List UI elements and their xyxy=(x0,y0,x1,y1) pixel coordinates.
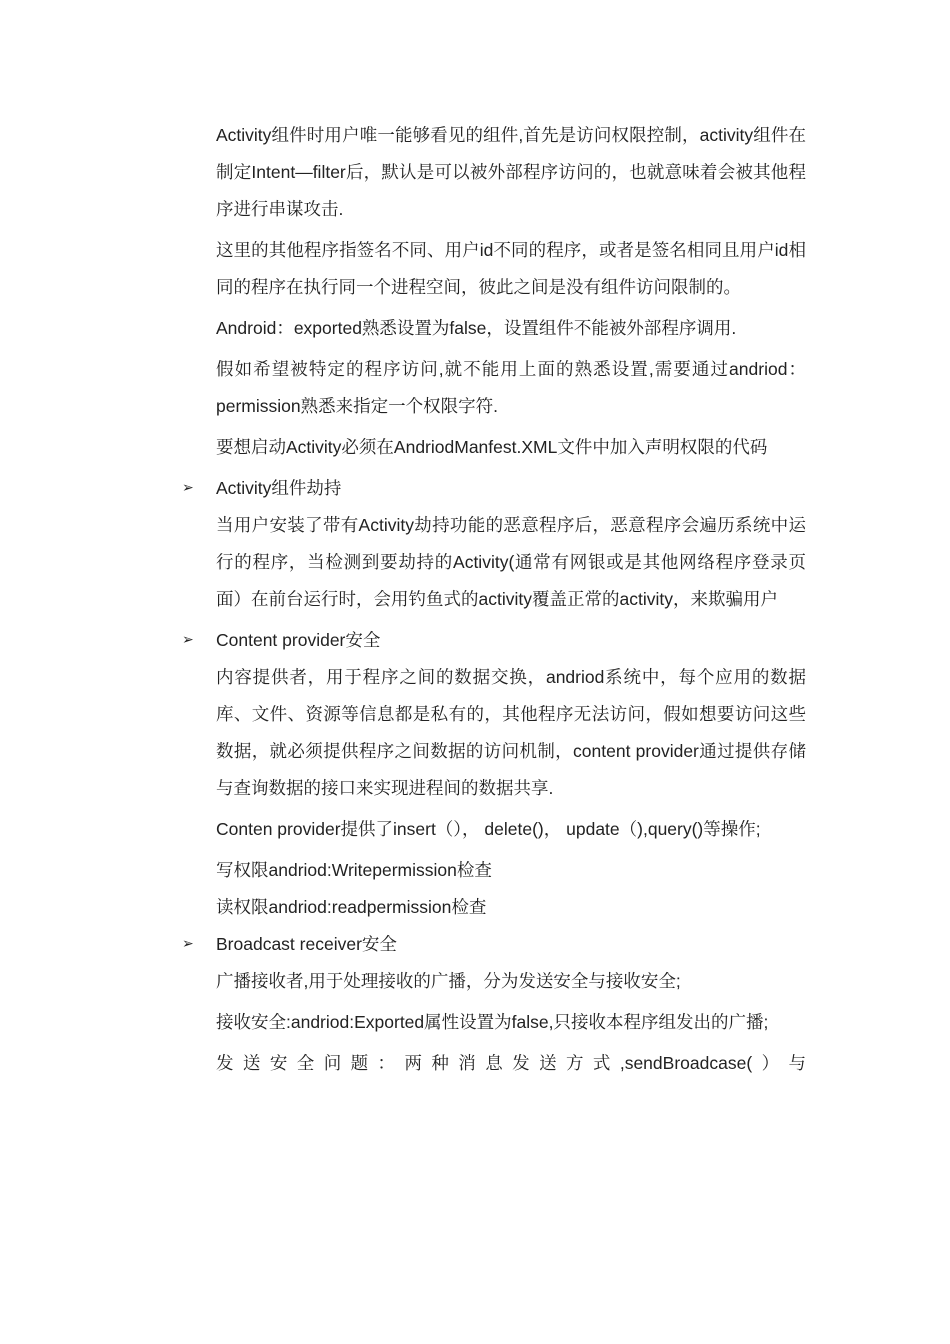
broadcast-paragraph-receive-security: 接收安全:andriod:Exported属性设置为false,只接收本程序组发出的广播; xyxy=(216,1012,769,1032)
section-heading-broadcast-receiver xyxy=(182,926,806,963)
content-provider-paragraph-intro: 内容提供者，用于程序之间的数据交换，andriod系统中，每个应用的数据库、文件、资源等信息都是私有的，其他程序无法访问，假如想要访问这些数据，就必须提供程序之间数据的访问机制，content provider通过提供存储与查询数据的接口来实现进程间的数据共享. xyxy=(216,667,806,798)
content-provider-paragraph-operations: Conten provider提供了insert（）， delete()， update（),query()等操作; xyxy=(216,819,761,839)
intro-paragraph-other-programs: 这里的其他程序指签名不同、用户id不同的程序，或者是签名相同且用户id相同的程序在执行同一个进程空间，彼此之间是没有组件访问限制的。 xyxy=(216,240,806,297)
broadcast-paragraph-send-security: 发送安全问题：两种消息发送方式,sendBroadcase(）与 xyxy=(216,1053,806,1073)
arrow-bullet-icon: ➢ xyxy=(182,480,194,496)
activity-hijack-paragraph: 当用户安装了带有Activity劫持功能的恶意程序后，恶意程序会遍历系统中运行的程序，当检测到要劫持的Activity(通常有网银或是其他网络程序登录页面）在前台运行时，会用钓鱼式的activity覆盖正常的activity，来欺骗用户 xyxy=(216,515,806,609)
section-heading-activity-hijack xyxy=(182,470,806,507)
intro-paragraph-activity: Activity组件时用户唯一能够看见的组件,首先是访问权限控制，activity组件在制定Intent—filter后，默认是可以被外部程序访问的，也就意味着会被其他程序进行串谋攻击. xyxy=(216,125,806,219)
section-heading-text: Broadcast receiver安全 xyxy=(216,934,397,954)
section-heading-content-provider xyxy=(182,622,806,659)
section-heading-text: Activity组件劫持 xyxy=(216,478,342,498)
intro-paragraph-exported: Android：exported熟悉设置为false，设置组件不能被外部程序调用. xyxy=(216,318,737,338)
section-heading-text: Content provider安全 xyxy=(216,630,381,650)
content-provider-write-permission: 写权限andriod:Writepermission检查 xyxy=(216,860,492,880)
arrow-bullet-icon: ➢ xyxy=(182,632,194,648)
intro-paragraph-manifest: 要想启动Activity必须在AndriodManfest.XML文件中加入声明权限的代码 xyxy=(216,437,768,457)
arrow-bullet-icon: ➢ xyxy=(182,936,194,952)
content-provider-read-permission: 读权限andriod:readpermission检查 xyxy=(216,897,487,917)
intro-paragraph-permission: 假如希望被特定的程序访问,就不能用上面的熟悉设置,需要通过andriod：permission熟悉来指定一个权限字符. xyxy=(216,359,806,416)
document-body xyxy=(182,117,806,1086)
broadcast-paragraph-intro: 广播接收者,用于处理接收的广播，分为发送安全与接收安全; xyxy=(216,971,681,991)
